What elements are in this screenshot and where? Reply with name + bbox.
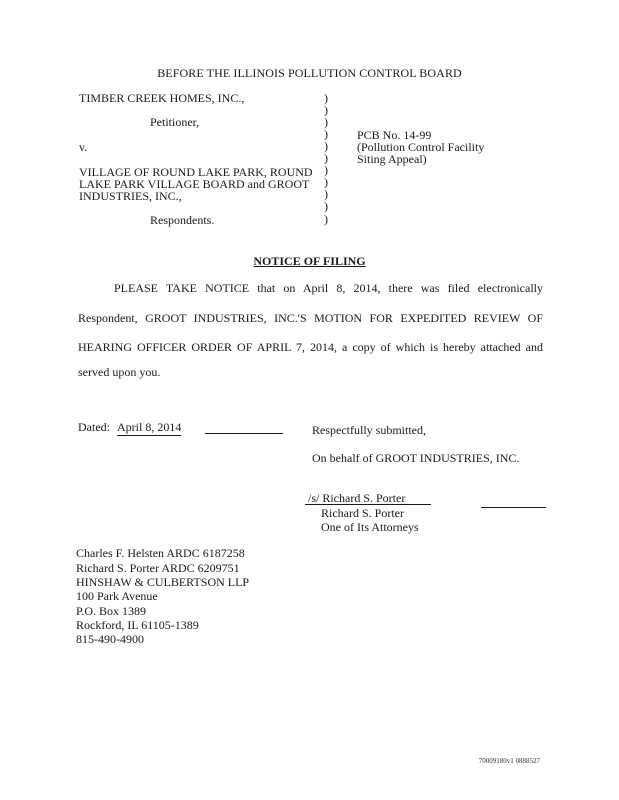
respondent-line-3: INDUSTRIES, INC., [79, 189, 182, 203]
notice-title: NOTICE OF FILING [253, 254, 366, 268]
extra-signature-line [481, 507, 546, 508]
on-behalf-of: On behalf of GROOT INDUSTRIES, INC. [312, 451, 520, 465]
caption-paren: ) [324, 151, 328, 165]
signer-name: Richard S. Porter [321, 506, 404, 520]
case-type-line-2: Siting Appeal) [357, 152, 427, 166]
attorney-city: Rockford, IL 61105-1389 [76, 618, 199, 632]
case-type-line-1: (Pollution Control Facility [357, 140, 485, 154]
versus-label: v. [79, 140, 88, 154]
body-line-2: Respondent, GROOT INDUSTRIES, INC.'S MOTION FOR EXPEDITED REVIEW OF [78, 311, 543, 325]
body-line-4: served upon you. [78, 365, 161, 379]
attorney-line-1: Charles F. Helsten ARDC 6187258 [76, 546, 245, 560]
caption-paren: ) [324, 199, 328, 213]
caption-paren: ) [324, 212, 328, 226]
signer-title: One of Its Attorneys [321, 520, 419, 534]
attorney-line-2: Richard S. Porter ARDC 6209751 [76, 561, 240, 575]
caption-paren: ) [324, 139, 328, 153]
case-number: PCB No. 14-99 [357, 128, 432, 142]
attorney-firm: HINSHAW & CULBERTSON LLP [76, 575, 250, 589]
attorney-po-box: P.O. Box 1389 [76, 604, 147, 618]
respondent-line-2: LAKE PARK VILLAGE BOARD and GROOT [79, 177, 310, 191]
caption-paren: ) [324, 115, 328, 129]
dated-value [117, 420, 181, 436]
signature-blank-line [205, 433, 283, 434]
respondent-role: Respondents. [150, 213, 215, 227]
body-line-3: HEARING OFFICER ORDER OF APRIL 7, 2014, a copy of which is hereby attached and [78, 340, 543, 354]
body-line-1: PLEASE TAKE NOTICE that on April 8, 2014, there was filed electronically [114, 281, 543, 295]
e-signature: /s/ Richard S. Porter [308, 491, 406, 505]
e-signature-line [305, 504, 431, 505]
attorney-phone: 815-490-4900 [76, 632, 144, 646]
petitioner-role: Petitioner, [150, 115, 200, 129]
caption-paren: ) [324, 127, 328, 141]
petitioner-name: TIMBER CREEK HOMES, INC., [79, 91, 245, 105]
caption-paren: ) [324, 163, 328, 177]
respondent-line-1: VILLAGE OF ROUND LAKE PARK, ROUND [79, 165, 313, 179]
caption-paren: ) [324, 91, 328, 105]
dated-label: Dated: [78, 420, 110, 434]
caption-paren: ) [324, 175, 328, 189]
caption-paren: ) [324, 187, 328, 201]
attorney-address-1: 100 Park Avenue [76, 589, 158, 603]
respectfully-submitted: Respectfully submitted, [312, 423, 426, 437]
court-header: BEFORE THE ILLINOIS POLLUTION CONTROL BOARD [157, 66, 462, 80]
caption-paren: ) [324, 103, 328, 117]
document-id: 70009180v1 0888527 [478, 757, 540, 765]
dated-value-text: April 8, 2014 [117, 420, 182, 434]
